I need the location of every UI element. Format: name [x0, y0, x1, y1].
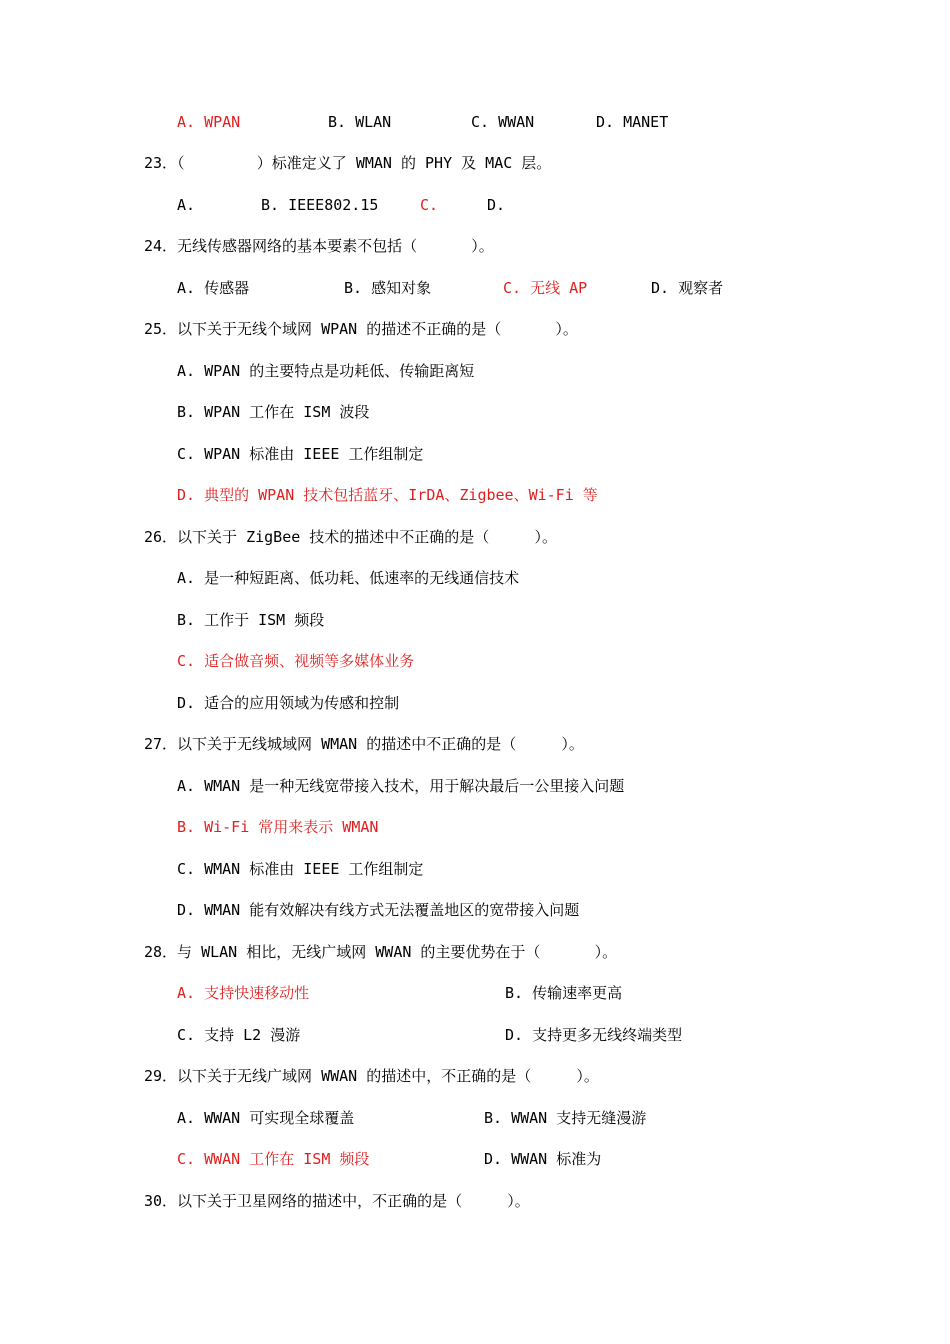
q25-option-d: D. 典型的 WPAN 技术包括蓝牙、IrDA、Zigbee、Wi-Fi 等 [177, 486, 598, 504]
q30-stem: 30．以下关于卫星网络的描述中，不正确的是（ ）。 [144, 1192, 530, 1210]
q23-option-a: A. [177, 196, 196, 214]
q25-option-b: B. WPAN 工作在 ISM 波段 [177, 403, 370, 421]
q28-option-d: D. 支持更多无线终端类型 [505, 1026, 683, 1044]
q27-option-a: A. WMAN 是一种无线宽带接入技术，用于解决最后一公里接入问题 [177, 777, 625, 795]
q23-option-c: C. [420, 196, 439, 214]
q26-option-c: C. 适合做音频、视频等多媒体业务 [177, 652, 415, 670]
q29-stem: 29．以下关于无线广域网 WWAN 的描述中，不正确的是（ ）。 [144, 1067, 599, 1085]
q27-option-c: C. WMAN 标准由 IEEE 工作组制定 [177, 860, 424, 878]
q25-stem: 25．以下关于无线个域网 WPAN 的描述不正确的是（ ）。 [144, 320, 578, 338]
q24-option-a: A. 传感器 [177, 279, 250, 297]
q28-stem: 28．与 WLAN 相比，无线广域网 WWAN 的主要优势在于（ ）。 [144, 943, 618, 961]
q28-option-b: B. 传输速率更高 [505, 984, 623, 1002]
q22-option-c: C. WWAN [471, 113, 535, 131]
q28-option-c: C. 支持 L2 漫游 [177, 1026, 301, 1044]
q27-stem: 27．以下关于无线城域网 WMAN 的描述中不正确的是（ ）。 [144, 735, 584, 753]
q29-option-d: D. WWAN 标准为 [484, 1150, 602, 1168]
q26-option-d: D. 适合的应用领域为传感和控制 [177, 694, 400, 712]
q26-option-b: B. 工作于 ISM 频段 [177, 611, 325, 629]
q29-option-c: C. WWAN 工作在 ISM 频段 [177, 1150, 370, 1168]
q23-option-d: D. [487, 196, 506, 214]
q24-option-c: C. 无线 AP [503, 279, 588, 297]
q23-option-b: B. IEEE802.15 [261, 196, 379, 214]
q22-option-a: A. WPAN [177, 113, 241, 131]
q25-option-c: C. WPAN 标准由 IEEE 工作组制定 [177, 445, 424, 463]
q26-stem: 26．以下关于 ZigBee 技术的描述中不正确的是（ ）。 [144, 528, 557, 546]
q24-option-d: D. 观察者 [651, 279, 724, 297]
q26-option-a: A. 是一种短距离、低功耗、低速率的无线通信技术 [177, 569, 520, 587]
q27-option-b: B. Wi-Fi 常用来表示 WMAN [177, 818, 379, 836]
q28-option-a: A. 支持快速移动性 [177, 984, 310, 1002]
q22-option-b: B. WLAN [328, 113, 392, 131]
q29-option-a: A. WWAN 可实现全球覆盖 [177, 1109, 355, 1127]
q25-option-a: A. WPAN 的主要特点是功耗低、传输距离短 [177, 362, 475, 380]
q24-option-b: B. 感知对象 [344, 279, 432, 297]
q29-option-b: B. WWAN 支持无缝漫游 [484, 1109, 647, 1127]
q22-option-d: D. MANET [596, 113, 669, 131]
q23-stem: 23．（ ）标准定义了 WMAN 的 PHY 及 MAC 层。 [144, 154, 552, 172]
q24-stem: 24．无线传感器网络的基本要素不包括（ ）。 [144, 237, 494, 255]
q27-option-d: D. WMAN 能有效解决有线方式无法覆盖地区的宽带接入问题 [177, 901, 580, 919]
